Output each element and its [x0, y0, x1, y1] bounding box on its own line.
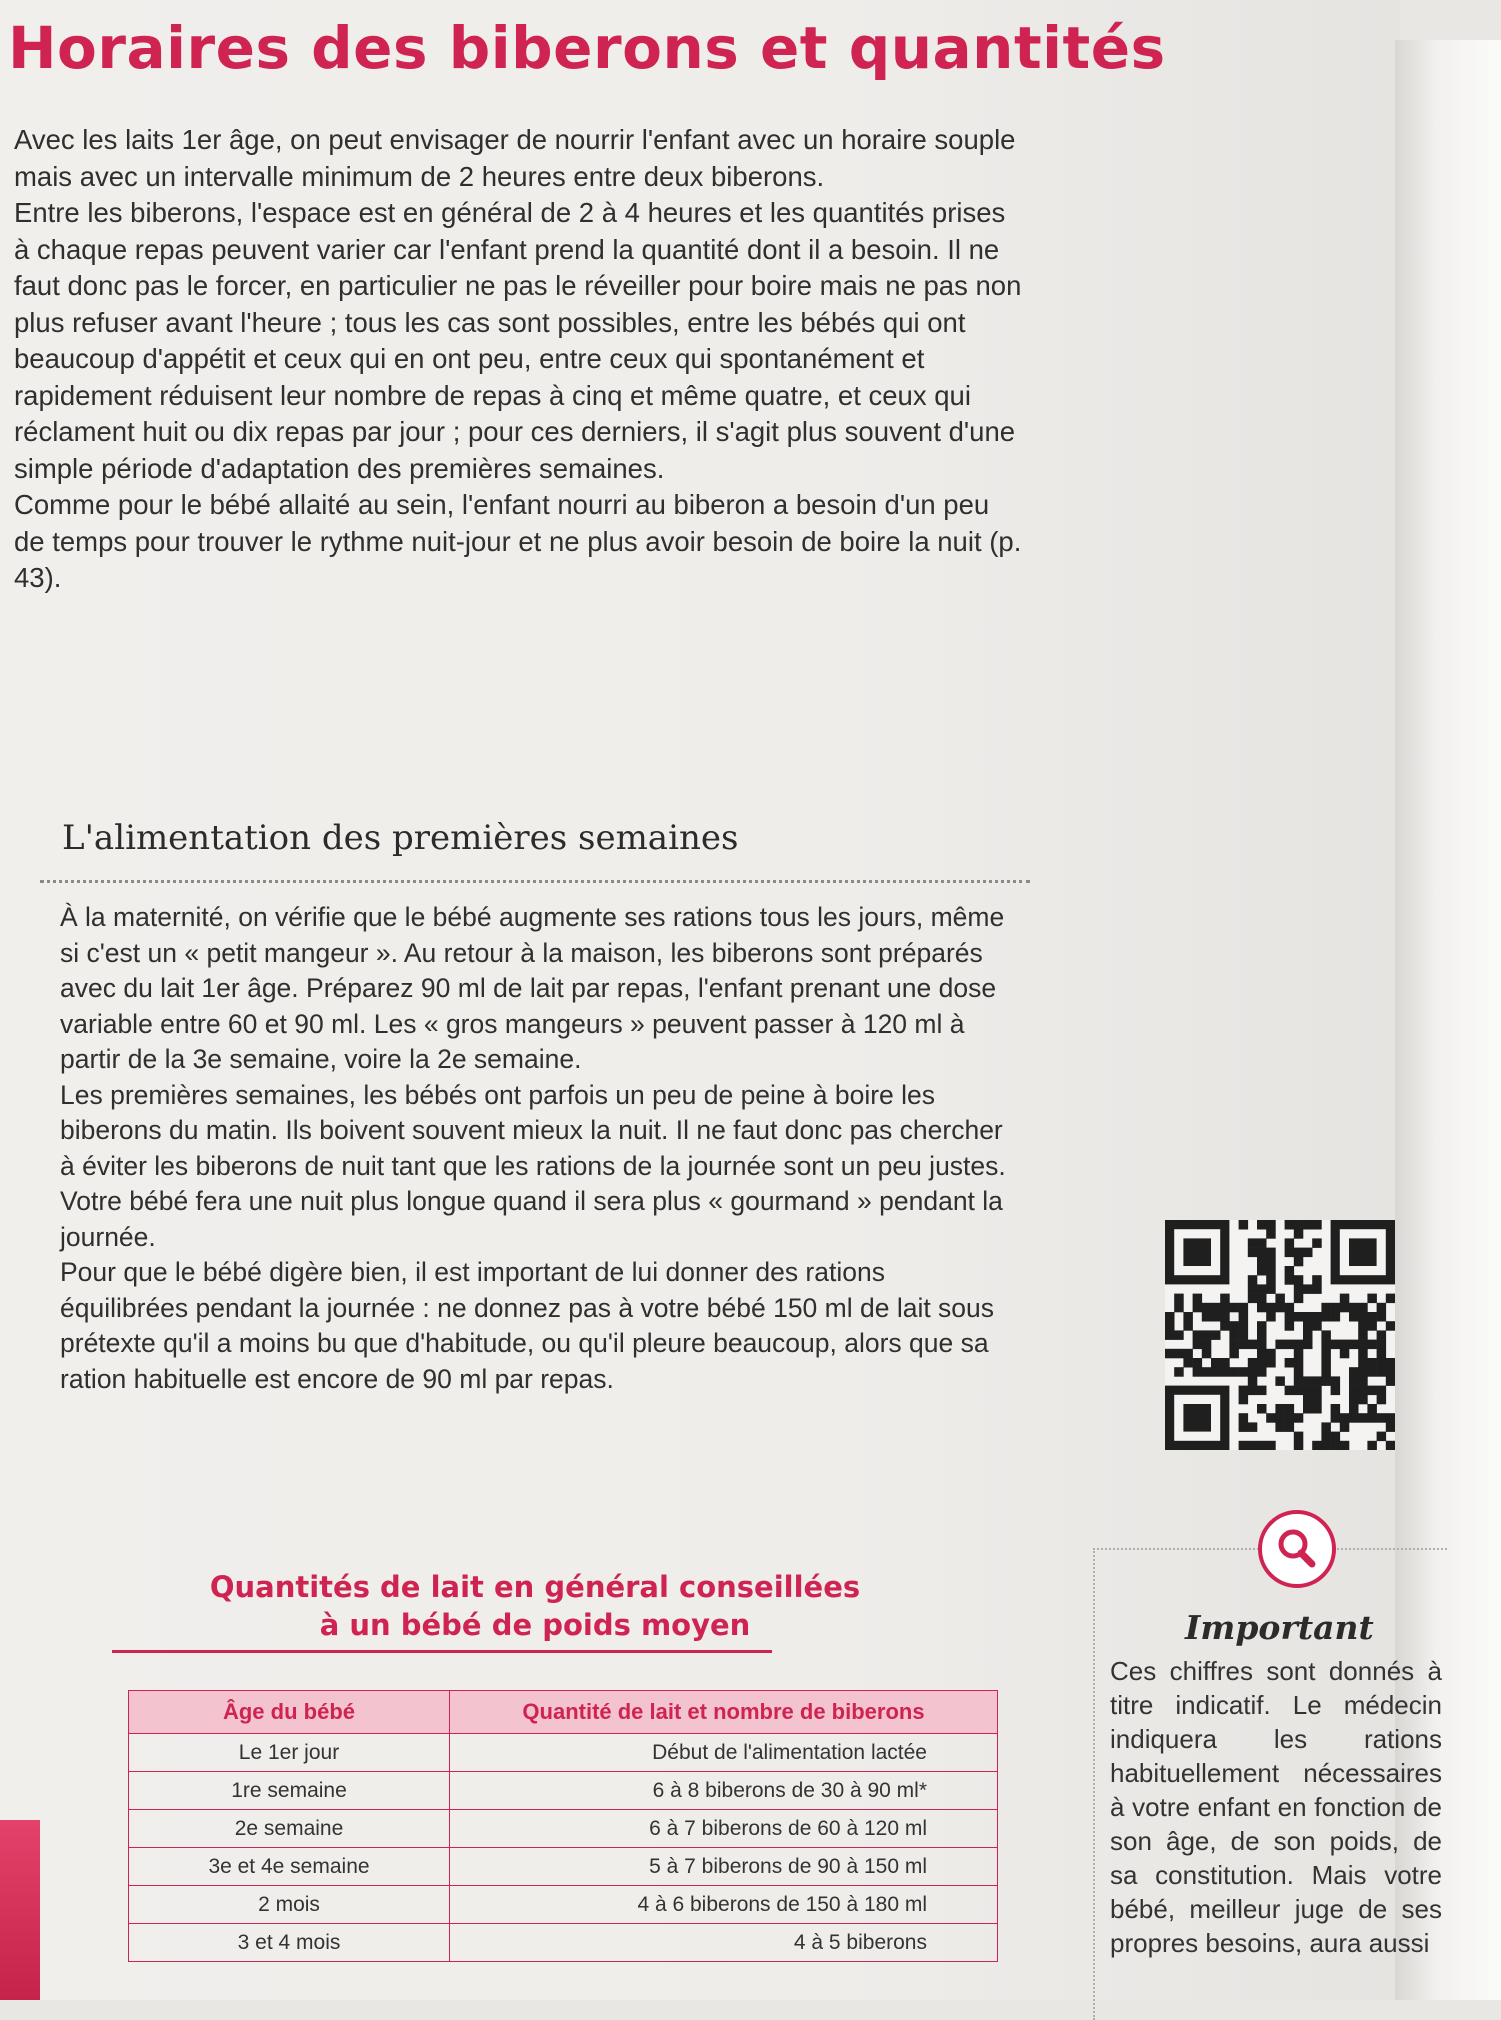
age-cell: Le 1er jour [129, 1734, 450, 1772]
age-cell: 3e et 4e semaine [129, 1848, 450, 1886]
section-text [60, 900, 1010, 1397]
header-quantity: Quantité de lait et nombre de biberons [450, 1691, 998, 1734]
header-age: Âge du bébé [129, 1691, 450, 1734]
magnifier-icon [1258, 1510, 1336, 1588]
quantity-cell: 4 à 5 biberons [450, 1924, 998, 1962]
age-cell: 2 mois [129, 1886, 450, 1924]
page-title: Horaires des biberons et quantités [8, 14, 1166, 82]
table-row [129, 1848, 998, 1886]
section-paragraph: Les premières semaines, les bébés ont parfois un peu de peine à boire les biberons du matin. Ils boivent souvent mieux la nuit. Il ne faut donc pas chercher à éviter les biberons de nuit tant que les rations de la journée sont un peu justes. Votre bébé fera une nuit plus longue quand il sera plus « gourmand » pendant la journée. [60, 1079, 1006, 1252]
table-row [129, 1886, 998, 1924]
quantity-cell: 4 à 6 biberons de 150 à 180 ml [450, 1886, 998, 1924]
important-title: Important [1185, 1608, 1374, 1647]
table-header-row [129, 1691, 998, 1734]
table-row [129, 1810, 998, 1848]
intro-paragraph: Entre les biberons, l'espace est en général de 2 à 4 heures et les quantités prises à chaque repas peuvent varier car l'enfant prend la quantité dont il a besoin. Il ne faut donc pas le forcer, en particulier ne pas le réveiller pour boire mais ne pas non plus refuser avant l'heure ; tous les cas sont possibles, entre les bébés qui ont beaucoup d'appétit et ceux qui en ont peu, entre ceux qui spontanément et rapidement réduisent leur nombre de repas à cinq et même quatre, et ceux qui réclament huit ou dix repas par jour ; pour ces derniers, il s'agit plus souvent d'une simple période d'adaptation des premières semaines. [14, 197, 1022, 484]
table-row [129, 1772, 998, 1810]
important-text: Ces chiffres sont donnés à titre indicatif. Le médecin indiquera les rations habituellement nécessaires à votre enfant en fonction de son âge, de son poids, de sa constitution. Mais votre bébé, meilleur juge de ses propres besoins, aura aussi [1110, 1656, 1442, 1958]
intro-paragraph: Comme pour le bébé allaité au sein, l'enfant nourri au biberon a besoin d'un peu de temps pour trouver le rythme nuit-jour et ne plus avoir besoin de boire la nuit (p. 43). [14, 489, 1022, 593]
dotted-divider [40, 880, 1030, 883]
age-cell: 1re semaine [129, 1772, 450, 1810]
table-row [129, 1924, 998, 1962]
qr-code[interactable] [1165, 1220, 1395, 1450]
table-row [129, 1734, 998, 1772]
age-cell: 3 et 4 mois [129, 1924, 450, 1962]
table-title-line: à un bébé de poids moyen [319, 1608, 751, 1642]
section-paragraph: À la maternité, on vérifie que le bébé augmente ses rations tous les jours, même si c'est un « petit mangeur ». Au retour à la maison, les biberons sont préparés avec du lait 1er âge. Préparez 90 ml de lait par repas, l'enfant prenant une dose variable entre 60 et 90 ml. Les « gros mangeurs » peuvent passer à 120 ml à partir de la 3e semaine, voire la 2e semaine. [60, 902, 1005, 1074]
table-title-line: Quantités de lait en général conseillées [209, 1570, 861, 1604]
quantity-cell: 6 à 7 biberons de 60 à 120 ml [450, 1810, 998, 1848]
pink-binding-strip [0, 1820, 40, 2000]
quantity-cell: 6 à 8 biberons de 30 à 90 ml* [450, 1772, 998, 1810]
age-cell: 2e semaine [129, 1810, 450, 1848]
section-paragraph: Pour que le bébé digère bien, il est important de lui donner des rations équilibrées pendant la journée : ne donnez pas à votre bébé 150 ml de lait sous prétexte qu'il a moins bu que d'habitude, ou qu'il pleure beaucoup, alors que sa ration habituelle est encore de 90 ml par repas. [60, 1257, 995, 1394]
table-title-underline [112, 1650, 772, 1653]
intro-text [14, 122, 1024, 597]
quantity-cell: 5 à 7 biberons de 90 à 150 ml [450, 1848, 998, 1886]
quantity-cell: Début de l'alimentation lactée [450, 1734, 998, 1772]
intro-paragraph: Avec les laits 1er âge, on peut envisager de nourrir l'enfant avec un horaire souple mais avec un intervalle minimum de 2 heures entre deux biberons. [14, 124, 1016, 192]
table-title [120, 1568, 950, 1644]
section-subtitle: L'alimentation des premières semaines [62, 818, 739, 858]
milk-quantity-table [128, 1690, 998, 1962]
